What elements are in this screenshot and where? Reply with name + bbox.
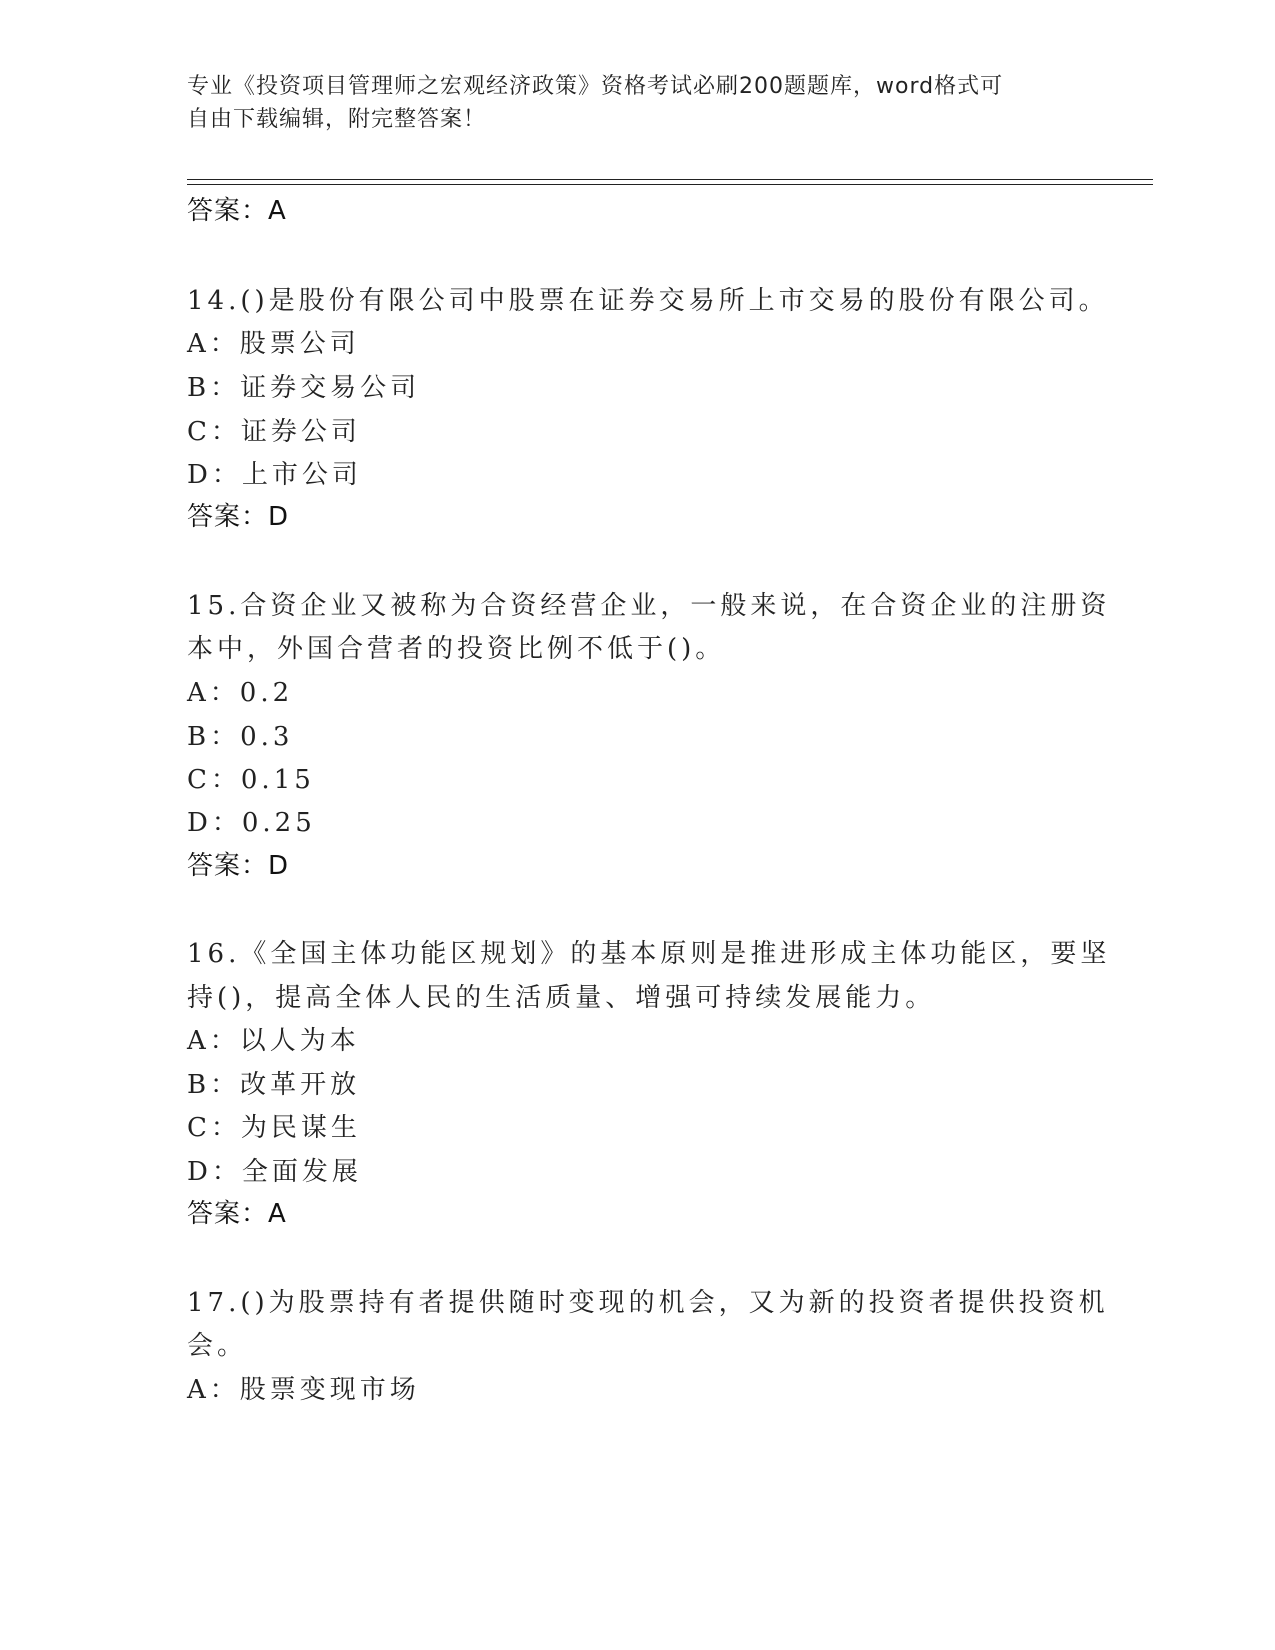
option-b: B：0.3 [187, 722, 294, 752]
header-line-1: 专业《投资项目管理师之宏观经济政策》资格考试必刷200题题库，word格式可 [187, 74, 1004, 99]
option-a: A：股票公司 [187, 329, 360, 359]
option-c: C：证券公司 [187, 417, 361, 447]
question-stem-continued: 持()，提高全体人民的生活质量、增强可持续发展能力。 [187, 983, 936, 1013]
question-stem: 15.合资企业又被称为合资经营企业，一般来说，在合资企业的注册资 [187, 591, 1111, 621]
question-stem: 17.()为股票持有者提供随时变现的机会，又为新的投资者提供投资机 [187, 1288, 1109, 1318]
option-d: D：上市公司 [187, 460, 362, 490]
answer: 答案：D [187, 851, 290, 881]
option-a: A：股票变现市场 [187, 1375, 420, 1405]
question-stem: 16.《全国主体功能区规划》的基本原则是推进形成主体功能区，要坚 [187, 939, 1111, 969]
document-header [187, 70, 1067, 136]
option-d: D：全面发展 [187, 1157, 362, 1187]
option-d: D：0.25 [187, 808, 316, 838]
answer-previous: 答案：A [187, 196, 287, 226]
header-divider-top [187, 179, 1153, 180]
header-divider-bottom [187, 184, 1153, 185]
option-a: A：以人为本 [187, 1026, 360, 1056]
answer: 答案：A [187, 1199, 287, 1229]
header-line-2: 自由下载编辑，附完整答案！ [187, 107, 487, 132]
option-b: B：证券交易公司 [187, 373, 421, 403]
option-c: C：为民谋生 [187, 1113, 361, 1143]
option-b: B：改革开放 [187, 1070, 361, 1100]
question-stem-continued: 本中，外国合营者的投资比例不低于()。 [187, 634, 726, 664]
answer: 答案：D [187, 502, 290, 532]
question-stem-continued: 会。 [187, 1331, 248, 1361]
option-a: A：0.2 [187, 678, 294, 708]
question-stem: 14.()是股份有限公司中股票在证券交易所上市交易的股份有限公司。 [187, 286, 1109, 316]
option-c: C：0.15 [187, 765, 315, 795]
